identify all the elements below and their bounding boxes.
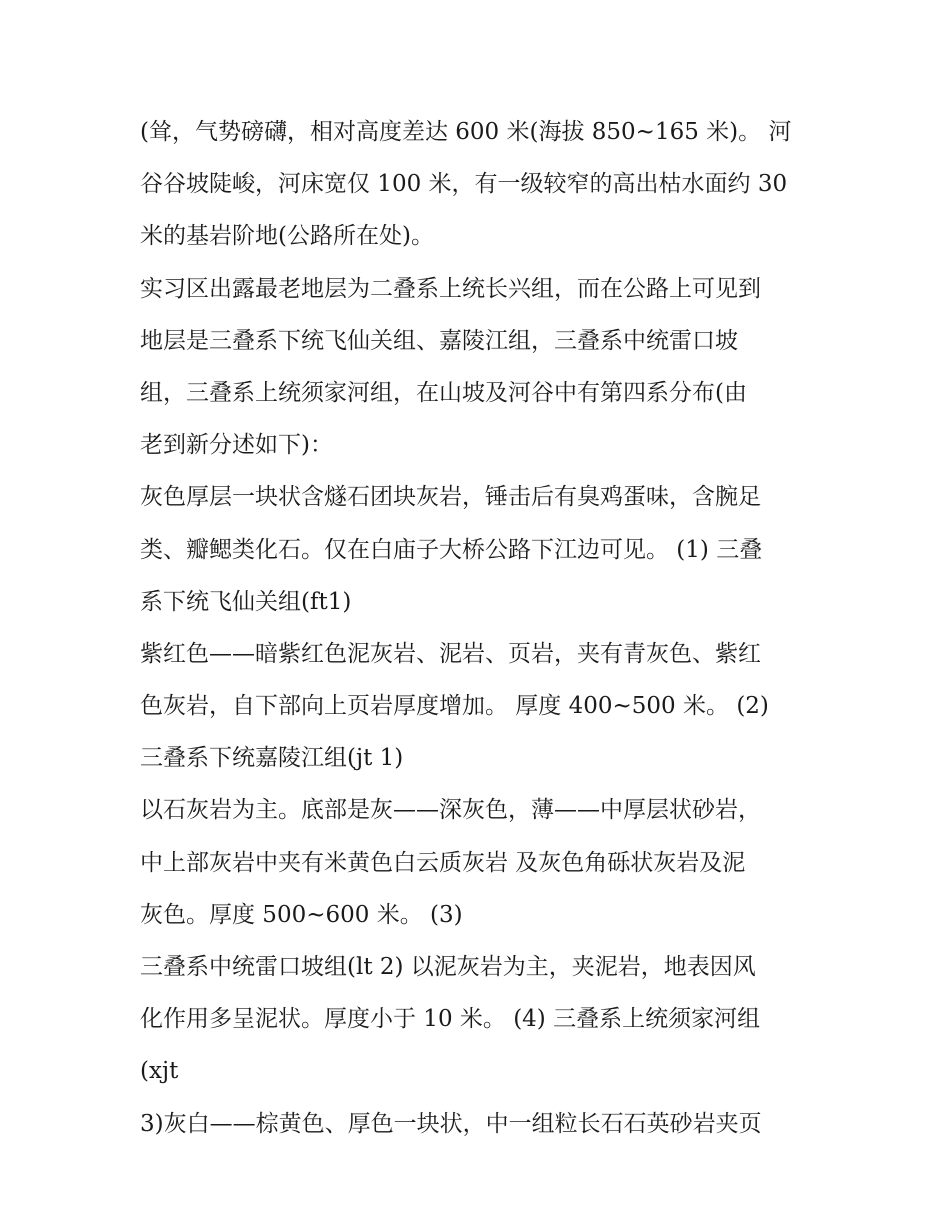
text-line: 实习区出露最老地层为二叠系上统长兴组，而在公路上可见到	[140, 275, 761, 302]
text-line: (耸，气势磅礴，相对高度差达 600 米(海拔 850~165 米)。 河	[140, 119, 792, 145]
text-line: 类、瓣鳃类化石。仅在白庙子大桥公路下江边可见。 (1) 三叠	[140, 536, 763, 563]
text-line: 地层是三叠系下统飞仙关组、嘉陵江组，三叠系中统雷口坡	[140, 327, 738, 354]
text-line: 中上部灰岩中夹有米黄色白云质灰岩 及灰色角砾状灰岩及泥	[140, 849, 746, 876]
text-line: 老到新分述如下)：	[140, 432, 333, 459]
text-line: 米的基岩阶地(公路所在处)。	[140, 223, 434, 250]
text-line: 色灰岩，自下部向上页岩厚度增加。 厚度 400~500 米。 (2)	[140, 693, 769, 720]
text-line: 三叠系下统嘉陵江组(jt 1)	[140, 745, 404, 772]
text-line: 组，三叠系上统须家河组，在山坡及河谷中有第四系分布(由	[140, 379, 747, 406]
body-text	[140, 106, 820, 1150]
text-line: (xjt	[140, 1058, 179, 1085]
text-line: 系下统飞仙关组(ft1)	[140, 588, 352, 615]
text-line: 灰色。厚度 500~600 米。 (3)	[140, 901, 463, 928]
text-line: 化作用多呈泥状。厚度小于 10 米。 (4) 三叠系上统须家河组	[140, 1006, 761, 1033]
text-line: 3)灰白——棕黄色、厚色一块状，中一组粒长石石英砂岩夹页	[140, 1110, 762, 1137]
text-line: 以石灰岩为主。底部是灰——深灰色，薄——中厚层状砂岩，	[140, 797, 761, 824]
text-line: 谷谷坡陡峻，河床宽仅 100 米，有一级较窄的高出枯水面约 30	[140, 171, 788, 198]
text-line: 三叠系中统雷口坡组(lt 2) 以泥灰岩为主，夹泥岩，地表因风	[140, 954, 756, 980]
text-line: 紫红色——暗紫红色泥灰岩、泥岩、页岩，夹有青灰色、紫红	[140, 640, 761, 667]
text-line: 灰色厚层一块状含燧石团块灰岩，锤击后有臭鸡蛋味，含腕足	[140, 484, 761, 511]
